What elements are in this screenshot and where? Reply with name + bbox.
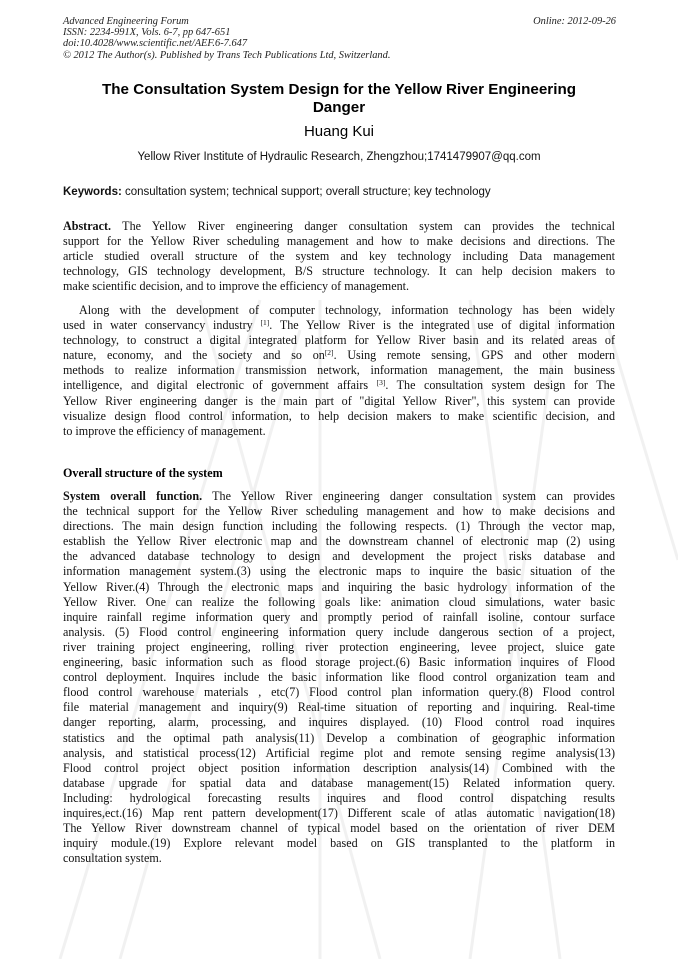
keywords-label: Keywords: <box>63 186 122 198</box>
section-line: the technical support for the Yellow River scheduling management and how to make decisions and <box>63 504 615 519</box>
section-line: directions. The main design function including the following respects. (1) Through the vector map, <box>63 519 615 534</box>
citation-2[interactable]: [2] <box>324 348 334 358</box>
intro-line: Along with the development of computer technology, information technology has been widely <box>79 303 615 317</box>
intro-paragraph <box>63 303 615 439</box>
section-line: The Yellow River downstream channel of typical model based on the orientation of river DEM <box>63 821 615 836</box>
keywords <box>63 185 623 199</box>
abstract-line: technology, GIS technology development, B/S structure technology. It can help decision makers to <box>63 264 615 279</box>
section-line: inquire rainfall regime information query and promptly period of rainfall isoline, contour surface <box>63 609 615 624</box>
abstract-line: make scientific decision, and to improve the efficiency of management. <box>63 279 410 294</box>
section-line: engineering, basic information such as flood storage project.(6) Basic information inquires of Flood <box>63 655 615 670</box>
section-line: establish the Yellow River electronic map and the downstream channel of electronic map (2) using <box>63 534 615 549</box>
intro-line: methods to realize information transmission network, information management, the main business <box>63 363 615 378</box>
issn-line: ISSN: 2234-991X, Vols. 6-7, pp 647-651 <box>63 27 231 39</box>
subsection-label: System overall function. <box>63 489 203 503</box>
section-line: danger reporting, alarm, processing, and inquires displayed. (10) Flood control road inquires <box>63 715 615 730</box>
author-affiliation: Yellow River Institute of Hydraulic Research, Zhengzhou;1741479907@qq.com <box>137 151 541 163</box>
abstract-line: article studied overall structure of the system and key technology including Data management <box>63 249 615 264</box>
abstract-line: Abstract. The Yellow River engineering danger consultation system can provides the technical <box>63 219 615 233</box>
section-body <box>63 489 615 866</box>
section-line: statistics and the optimal path analysis(11) Develop a combination of geographic information <box>63 730 615 745</box>
author-name: Huang Kui <box>303 123 375 140</box>
citation-1[interactable]: [1] <box>260 318 270 328</box>
journal-header <box>63 16 390 61</box>
title-line-2: Danger <box>312 99 366 116</box>
section-line: control deployment. Inquires include the basic information like flood control organization team and <box>63 670 615 685</box>
section-line: database upgrade for spatial data and database management(15) Related information query. <box>63 775 615 790</box>
doi-line[interactable]: doi:10.4028/www.scientific.net/AEF.6-7.647 <box>63 38 248 50</box>
section-line: consultation system. <box>63 851 162 866</box>
copyright-line: © 2012 The Author(s). Published by Trans Tech Publications Ltd, Switzerland. <box>63 49 391 61</box>
section-line: inquiry module.(19) Explore relevant model based on GIS transplanted to the platform in <box>63 836 615 851</box>
journal-name: Advanced Engineering Forum <box>63 16 189 27</box>
abstract-label: Abstract. <box>63 219 112 233</box>
section-line: information management system.(3) using the electronic maps to inquire the basic situation of the <box>63 564 615 579</box>
title-line-1: The Consultation System Design for the Yellow River Engineering <box>102 81 576 98</box>
intro-line: to improve the efficiency of management. <box>63 423 266 438</box>
section-line: river training project engineering, rolling river protection engineering, levee project, sluice gate <box>63 639 615 654</box>
intro-line: used in water conservancy industry [1]. The Yellow River is the integrated use of digital information <box>63 318 615 333</box>
section-line: Flood control project object position information description analysis(14) Combined with the <box>63 760 615 775</box>
intro-line: Yellow River engineering danger is the main part of "digital Yellow River", this system can provide <box>63 393 615 408</box>
section-line: the advanced database technology to design and development the project risks database and <box>63 549 615 564</box>
paper-title <box>63 81 615 117</box>
intro-line: visualize design flood control information, to help decision makers to make scientific decision, and <box>63 408 615 423</box>
section-line: Yellow River.(4) Through the electronic maps and inquiring the basic hydrology information of the <box>63 579 615 594</box>
section-heading: Overall structure of the system <box>63 466 223 480</box>
abstract <box>63 219 615 294</box>
section-line: flood control warehouse materials , etc(7) Flood control plan information query.(8) Flood control <box>63 685 615 700</box>
intro-line: intelligence, and digital electronic of government affairs [3]. The consultation system design for The <box>63 378 616 393</box>
section-line: file material management and inquiry(9) Real-time situation of reporting and inquiring. Real-time <box>63 700 615 715</box>
section-line: Yellow River. One can realize the following goals like: animation cloud simulations, water basic <box>63 594 615 609</box>
intro-line: nature, economy, and the society and so on[2]. Using remote sensing, GPS and other modern <box>63 348 615 363</box>
keywords-text: consultation system; technical support; overall structure; key technology <box>121 186 491 198</box>
section-line: Including: hydrological forecasting results inquires and flood control dispatching results <box>63 790 615 805</box>
section-line: analysis. (5) Flood control engineering information query include dangerous section of a project, <box>63 624 615 639</box>
section-line: inquires,ect.(16) Map rent pattern development(17) Different scale of atlas automatic navigation(18) <box>63 805 615 820</box>
online-date: Online: 2012-09-26 <box>533 16 616 27</box>
intro-line: technology, to construct a digital integrated platform for Yellow River basin and its related areas of <box>63 333 615 348</box>
abstract-line: support for the Yellow River scheduling management and how to make decisions and directions. The <box>63 234 615 249</box>
section-line: System overall function. The Yellow River engineering danger consultation system can provides <box>63 489 615 503</box>
citation-3[interactable]: [3] <box>376 378 386 388</box>
section-line: analysis, and statistical process(12) Artificial regime plot and remote sensing regime analysis(13) <box>63 745 615 760</box>
